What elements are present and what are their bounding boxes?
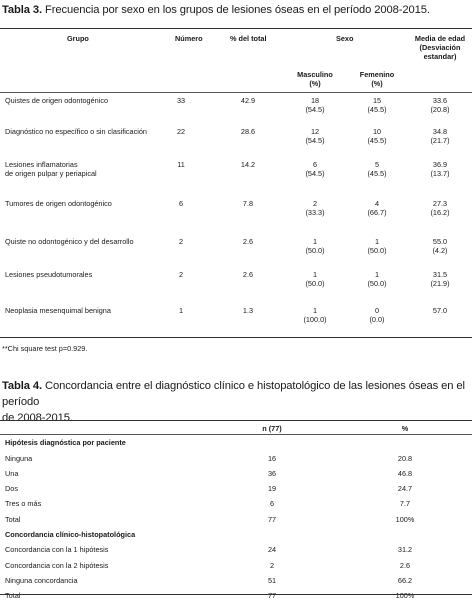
table3-cell-grupo [5,127,147,136]
table3-cell-masculino-value: (33.3) [305,208,325,217]
table3-cell-femenino-value: 5 [374,160,380,169]
table3-cell-media-value: (21.7) [430,136,450,145]
table4-cell-pct: 24.7 [397,484,413,493]
table3-cell-masculino [290,199,340,217]
table3-cell-media-value: (16.2) [430,208,450,217]
table4-section-title: Hipótesis diagnóstica por paciente [5,438,126,447]
table3-footnote: **Chi square test p=0.929. [2,344,88,353]
table3-cell-media-value: (21.9) [430,279,450,288]
table3-cell-numero: 2 [178,237,184,246]
table4-bottom-rule [0,594,472,595]
table3-cell-media-value: 55.0 [432,237,448,246]
table4-cell-label: Total [5,591,21,600]
table3-cell-numero: 2 [178,270,184,279]
table3-cell-masculino-value: (54.5) [305,105,325,114]
table4-cell-n: 24 [267,545,277,554]
table3-caption [2,2,470,18]
table4-cell-pct: 100% [395,591,415,600]
table4-caption [2,378,468,426]
table3-bottom-rule [0,337,472,338]
table3-cell-grupo-line: Diagnóstico no específico o sin clasificación [5,127,147,136]
table3-header-masculino-line2: (%) [309,79,321,88]
table3-cell-grupo [5,237,134,246]
table4-cell-n: 51 [267,576,277,585]
table4-cell-label: Tres o más [5,499,42,508]
table3-cell-masculino-value: (54.5) [305,169,325,178]
table3-cell-numero: 1 [178,306,184,315]
table3-cell-masculino [290,160,340,178]
table3-cell-media [408,306,472,315]
table3-cell-masculino-value: 12 [310,127,320,136]
table4-top-rule [0,420,472,421]
table3-header-femenino-line2: (%) [371,79,383,88]
table3-cell-pct: 28.6 [240,127,256,136]
table3-cell-pct: 7.8 [242,199,254,208]
table3-caption-text: Frecuencia por sexo en los grupos de lesiones óseas en el período 2008-2015. [42,4,430,16]
table3-cell-numero: 11 [177,160,185,169]
table3-cell-masculino-value: 1 [312,270,318,279]
table3-cell-masculino [290,96,340,114]
table4-cell-n: 6 [269,499,275,508]
table3-top-rule [0,28,472,29]
table4-cell-pct: 66.2 [397,576,413,585]
table3-cell-media-value: (13.7) [430,169,450,178]
table3-cell-femenino [352,237,402,255]
table4-section-title: Concordancia clínico-histopatológica [5,529,136,539]
table4-cell-n: 16 [267,454,277,463]
table4-header-rule [0,434,472,435]
table3-cell-masculino-value: 1 [312,306,318,315]
table3-header-masculino [290,70,340,88]
table4-caption-label: Tabla 4. [2,380,43,392]
table3-cell-femenino-value: (66.7) [367,208,387,217]
table4-cell-label: Concordancia con la 1 hipótesis [5,545,109,554]
table3-cell-media-value: 27.3 [432,199,448,208]
table3-cell-grupo [5,160,97,178]
table4-cell-n: 19 [267,484,277,493]
table3-header-media-line3: estandar) [423,52,457,61]
table4-cell-pct: 100% [395,515,415,524]
table3-cell-masculino-value: 1 [312,237,318,246]
table4-caption-line1: Concordancia entre el diagnóstico clínico e histopatológico de las lesiones óseas en el período [2,380,465,408]
table3-cell-media [408,160,472,178]
table3-cell-masculino [290,127,340,145]
table4-cell-label: Ninguna [5,454,33,463]
table3-cell-masculino-value: (50.0) [305,246,325,255]
table3-cell-media-value: 31.5 [432,270,448,279]
table3-cell-femenino-value: (0.0) [369,315,385,324]
table3-cell-pct: 1.3 [242,306,254,315]
table4-cell-label: Total [5,515,21,524]
table3-cell-pct: 14.2 [240,160,256,169]
table3-cell-grupo-line: Neoplasia mesenquimal benigna [5,306,111,315]
table3-cell-masculino-value: (50.0) [305,279,325,288]
table3-cell-media-value: 57.0 [432,306,448,315]
table3-cell-media-value: 34.8 [432,127,448,136]
table3-cell-numero: 6 [178,199,184,208]
table3-cell-femenino [352,270,402,288]
table4-cell-pct: 7.7 [399,499,411,508]
table3-cell-femenino-value: 1 [374,237,380,246]
table3-header-grupo: Grupo [67,34,89,43]
table3-header-femenino [352,70,402,88]
table3-cell-femenino-value: (45.5) [367,105,387,114]
table3-cell-masculino [290,270,340,288]
table3-cell-masculino-value: 2 [312,199,318,208]
table4-cell-pct: 20.8 [397,454,413,463]
table4-cell-pct: 31.2 [397,545,413,554]
table3-cell-grupo-line: Tumores de origen odontogénico [5,199,112,208]
table3-cell-femenino [352,306,402,324]
table3-cell-masculino-value: (100.0) [303,315,327,324]
table3-header-pct: % del total [230,34,267,43]
table4-cell-n: 77 [267,515,277,524]
table3-cell-media [408,127,472,145]
table4-cell-label: Una [5,469,19,478]
table3-cell-media [408,270,472,288]
table3-cell-femenino-value: 4 [374,199,380,208]
table3-cell-femenino-value: (45.5) [367,169,387,178]
table3-caption-label: Tabla 3. [2,4,43,16]
table4-cell-pct: 46.8 [397,469,413,478]
table4-cell-n: 2 [269,561,275,570]
table3-cell-femenino [352,127,402,145]
table3-header-media [408,34,472,61]
table3-header-numero: Número [175,34,203,43]
table3-cell-media [408,237,472,255]
table3-cell-pct: 2.6 [242,270,254,279]
table3-cell-femenino [352,160,402,178]
table4-caption-line2: de 2008-2015. [2,412,73,424]
table4-header-pct: % [401,424,409,433]
table3-cell-masculino [290,237,340,255]
table3-cell-grupo-line: Lesiones pseudotumorales [5,270,93,279]
table3-cell-femenino-value: 1 [374,270,380,279]
table3-header-rule [0,92,472,93]
table3-cell-media-value: (20.8) [430,105,450,114]
table3-cell-femenino-value: (50.0) [367,279,387,288]
table3-header-femenino-line1: Femenino [359,70,395,79]
table3-cell-numero: 33 [176,96,186,105]
table3-cell-pct: 2.6 [242,237,254,246]
table4-cell-label: Dos [5,484,18,493]
table3-cell-masculino-value: 6 [312,160,318,169]
table3-header-sexo: Sexo [336,34,354,43]
table3-header-media-line2: (Desviación [419,43,461,52]
table3-cell-numero: 22 [176,127,186,136]
table3-cell-grupo-line: Quiste no odontogénico y del desarrollo [5,237,134,246]
table3-cell-grupo [5,96,108,105]
table3-cell-pct: 42.9 [240,96,256,105]
table3-cell-grupo-line: Quistes de origen odontogénico [5,96,109,105]
table3-cell-femenino-value: 15 [372,96,382,105]
table3-cell-masculino-value: 18 [310,96,320,105]
table4-cell-label: Concordancia con la 2 hipótesis [5,561,109,570]
table3-cell-media-value: 36.9 [432,160,448,169]
table3-cell-grupo [5,270,92,279]
table3-header-masculino-line1: Masculino [297,70,333,79]
table3-cell-femenino-value: 10 [372,127,382,136]
table3-cell-grupo-line: Lesiones inflamatorias [5,160,78,169]
table4-cell-label: Ninguna concordancia [5,576,78,585]
table4-cell-n: 36 [267,469,277,478]
table3-cell-grupo [5,306,111,315]
table3-header-media-line1: Media de edad [414,34,466,43]
table3-cell-media [408,96,472,114]
table3-cell-masculino [290,306,340,324]
table3-cell-media-value: (4.2) [432,246,448,255]
table3-cell-grupo [5,199,112,208]
table3-cell-femenino [352,96,402,114]
table3-cell-femenino [352,199,402,217]
table3-cell-masculino-value: (54.5) [305,136,325,145]
table3-cell-femenino-value: (45.5) [367,136,387,145]
table3-cell-media-value: 33.6 [432,96,448,105]
table3-cell-femenino-value: (50.0) [367,246,387,255]
table3-cell-femenino-value: 0 [374,306,380,315]
table3-cell-grupo-line: de origen pulpar y periapical [5,169,97,178]
table4-header-n: n (77) [262,424,282,433]
table4-cell-n: 77 [267,591,277,600]
table3-cell-media [408,199,472,217]
table4-cell-pct: 2.6 [399,561,411,570]
